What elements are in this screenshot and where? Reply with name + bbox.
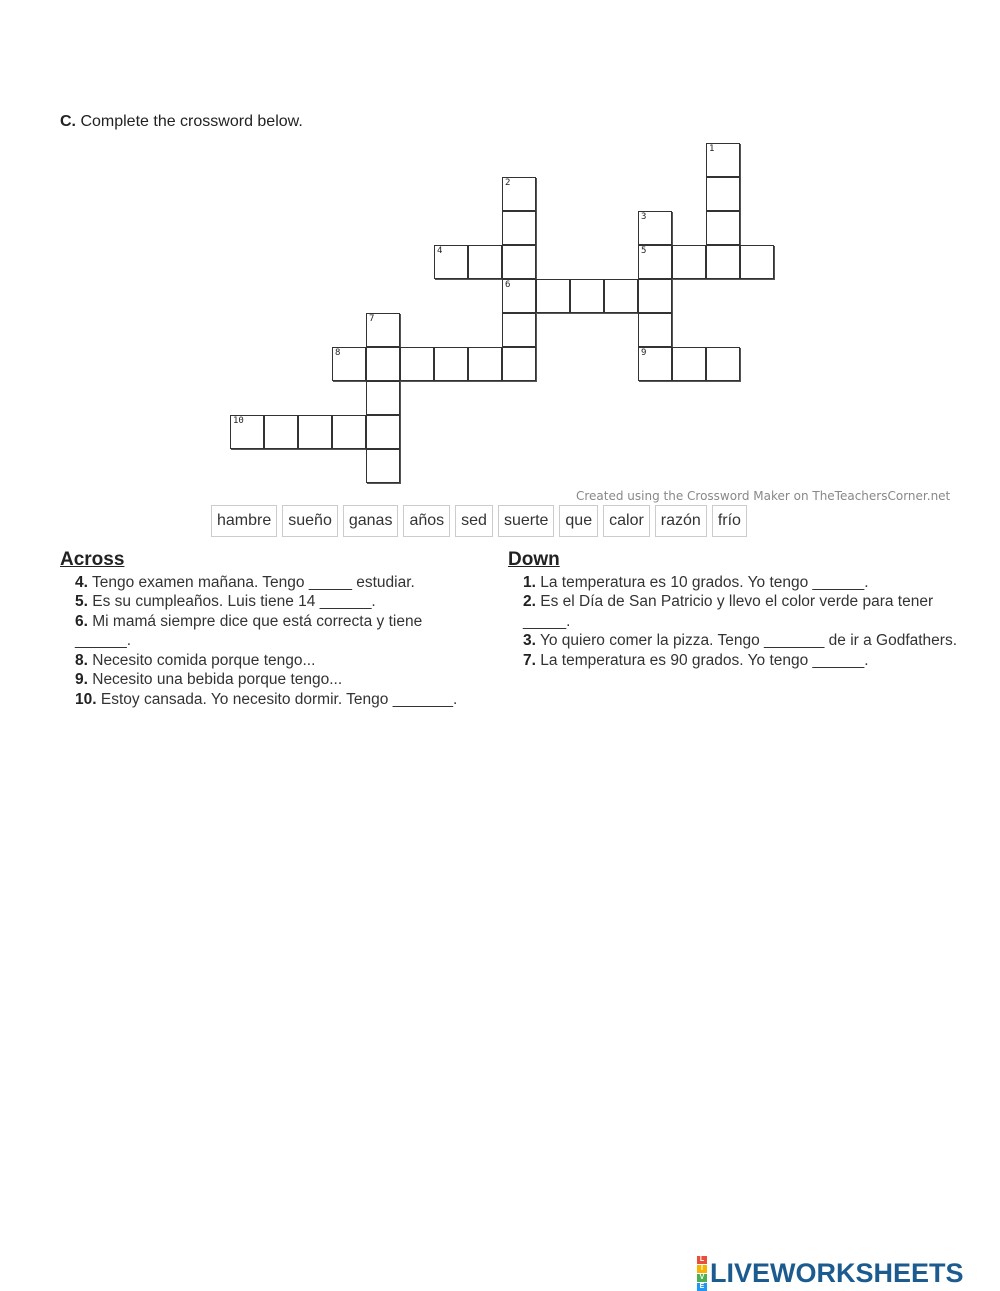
crossword-cell[interactable] (502, 245, 536, 279)
crossword-cell[interactable] (502, 347, 536, 381)
crossword-cell[interactable] (570, 279, 604, 313)
clue-across-10: 10. Estoy cansada. Yo necesito dormir. Tengo _______. (75, 690, 458, 708)
word-bank-item: ganas (343, 505, 399, 537)
word-bank-item: años (403, 505, 450, 537)
crossword-cell[interactable] (400, 347, 434, 381)
crossword-clue-number: 7 (369, 314, 375, 324)
crossword-cell[interactable] (434, 347, 468, 381)
crossword-cell[interactable] (638, 347, 672, 381)
clue-down-7: 7. La temperatura es 90 grados. Yo tengo ______. (523, 651, 869, 669)
crossword-cell[interactable] (366, 415, 400, 449)
crossword-cell[interactable] (706, 347, 740, 381)
crossword-cell[interactable] (672, 347, 706, 381)
crossword-cell[interactable] (638, 211, 672, 245)
crossword-cell[interactable] (638, 245, 672, 279)
crossword-cell[interactable] (706, 211, 740, 245)
crossword-cell[interactable] (366, 313, 400, 347)
crossword-cell[interactable] (502, 211, 536, 245)
crossword-cell[interactable] (706, 177, 740, 211)
across-heading: Across (60, 549, 125, 570)
instruction-letter: C. (60, 113, 76, 130)
crossword-cell[interactable] (502, 313, 536, 347)
clue-down-1: 1. La temperatura es 10 grados. Yo tengo ______. (523, 573, 869, 591)
crossword-clue-number: 8 (335, 348, 341, 358)
word-bank-item: frío (712, 505, 747, 537)
crossword-cell[interactable] (706, 245, 740, 279)
clue-down-2: 2. Es el Día de San Patricio y llevo el color verde para tener _____. (523, 593, 934, 630)
word-bank-item: calor (603, 505, 650, 537)
crossword-cell[interactable] (604, 279, 638, 313)
crossword-cell[interactable] (706, 143, 740, 177)
crossword-cell[interactable] (672, 245, 706, 279)
word-bank-item: suerte (498, 505, 554, 537)
crossword-cell[interactable] (502, 177, 536, 211)
logo-badge-letter: V (697, 1274, 707, 1282)
crossword-cell[interactable] (332, 415, 366, 449)
crossword-clue-number: 9 (641, 348, 647, 358)
logo-text: LIVEWORKSHEETS (710, 1258, 964, 1288)
down-heading: Down (508, 549, 560, 570)
crossword-cell[interactable] (366, 449, 400, 483)
crossword-cell[interactable] (468, 347, 502, 381)
crossword-cell[interactable] (468, 245, 502, 279)
logo-badge-letter: E (697, 1283, 707, 1291)
crossword-cell[interactable] (638, 313, 672, 347)
crossword-cell[interactable] (230, 415, 264, 449)
word-bank-item: sed (455, 505, 493, 537)
crossword-cell[interactable] (638, 279, 672, 313)
crossword-cell[interactable] (434, 245, 468, 279)
crossword-cell[interactable] (264, 415, 298, 449)
clue-across-6: 6. Mi mamá siempre dice que está correcta y tiene ______. (75, 612, 423, 649)
across-clues (60, 550, 480, 709)
word-bank-item: razón (655, 505, 707, 537)
crossword-cell[interactable] (502, 279, 536, 313)
crossword-cell[interactable] (366, 381, 400, 415)
down-clues (508, 550, 958, 670)
liveworksheets-logo (697, 1256, 964, 1291)
crossword-clue-number: 6 (505, 280, 511, 290)
crossword-grid (0, 0, 1000, 500)
logo-badge-icon (697, 1256, 707, 1291)
clue-across-8: 8. Necesito comida porque tengo... (75, 651, 316, 669)
crossword-clue-number: 4 (437, 246, 443, 256)
clue-across-4: 4. Tengo examen mañana. Tengo _____ estudiar. (75, 573, 415, 591)
crossword-cell[interactable] (298, 415, 332, 449)
word-bank-item: sueño (282, 505, 338, 537)
crossword-cell[interactable] (332, 347, 366, 381)
word-bank (211, 505, 747, 537)
clue-across-5: 5. Es su cumpleaños. Luis tiene 14 ______. (75, 593, 376, 610)
clue-across-9: 9. Necesito una bebida porque tengo... (75, 671, 343, 688)
crossword-clue-number: 1 (709, 144, 715, 154)
crossword-cell[interactable] (740, 245, 774, 279)
crossword-clue-number: 10 (233, 416, 244, 426)
logo-badge-letter: I (697, 1265, 707, 1273)
crossword-clue-number: 2 (505, 178, 511, 188)
word-bank-item: que (559, 505, 598, 537)
crossword-clue-number: 3 (641, 212, 647, 222)
credit-text: Created using the Crossword Maker on TheTeachersCorner.net (576, 489, 951, 503)
crossword-cell[interactable] (536, 279, 570, 313)
clue-down-3: 3. Yo quiero comer la pizza. Tengo _______ de ir a Godfathers. (523, 632, 958, 649)
instruction-text: Complete the crossword below. (76, 113, 303, 130)
logo-badge-letter: L (697, 1256, 707, 1264)
crossword-clue-number: 5 (641, 246, 647, 256)
crossword-cell[interactable] (366, 347, 400, 381)
word-bank-item: hambre (211, 505, 277, 537)
